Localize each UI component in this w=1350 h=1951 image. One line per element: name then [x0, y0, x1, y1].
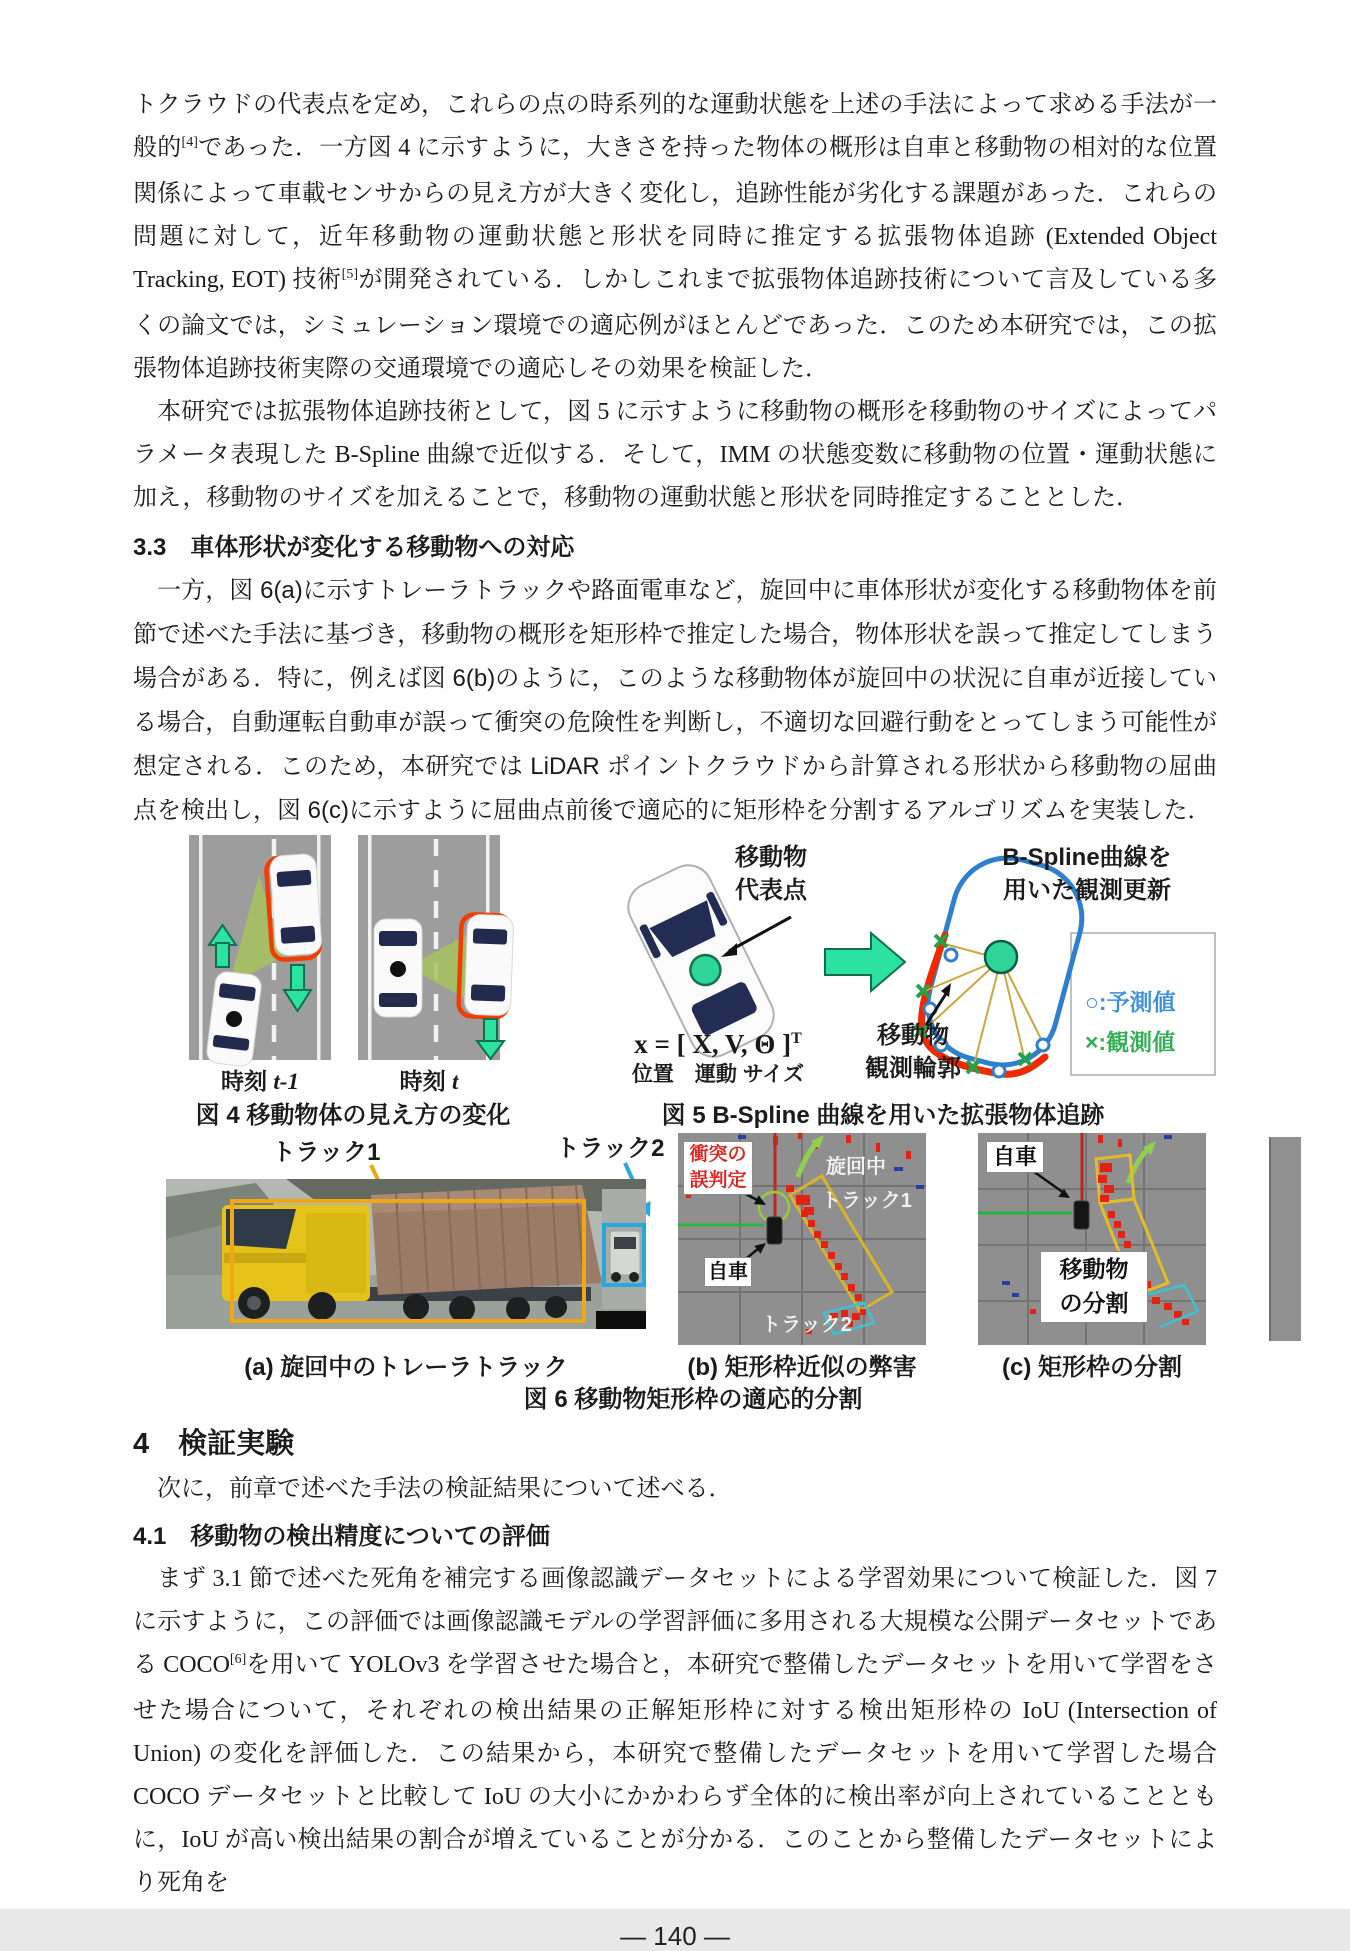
fig6-caption-overall: 図 6 移動物矩形枠の適応的分割 [523, 1386, 863, 1413]
page-content [133, 84, 1217, 1951]
label-line: 代表点 [735, 877, 807, 904]
fig5-legend-observed: ×:観測値 [1085, 1029, 1176, 1055]
trailer-truck-photo [166, 1179, 646, 1329]
time-label-text: 時刻 [221, 1068, 274, 1094]
paragraph-evaluation-text: を用いて YOLOv3 を学習させた場合と，本研究で整備したデータセットを用いて学習をさせた場合について，それぞれの検出結果の正解矩形枠に対する検出矩形枠の IoU (Intersection of Union) の変化を評価した．この結果から，本研究で整備したデータセットを用いて学習した場合 COCO データセットと比較して IoU の大小にかかわらず全体的に検出率が向上されていることともに，IoU が高い検出結果の割合が増えていることが分かる．このことから整備したデータセットにより死角を [133, 1652, 1217, 1896]
page-number: — 140 — [620, 1921, 730, 1951]
label-line: B-Spline曲線を [1002, 844, 1172, 871]
fig6-caption-c: (c) 矩形枠の分割 [1002, 1354, 1182, 1381]
paragraph-intro-text: であった．一方図 4 に示すように，大きさを持った物体の概形は自車と移動物の相対的な位置関係によって車載センサからの見え方が大きく変化し，追跡性能が劣化する課題があった．これらの問題に対して，近年移動物の運動状態と形状を同時に推定する拡張物体追跡 (Extended Object Tracking, EOT) 技術 [133, 135, 1217, 293]
formula-superscript: T [791, 1030, 802, 1047]
fig6c-split-box [1040, 1251, 1148, 1323]
label-line: 誤判定 [689, 1170, 747, 1191]
time-label-variable: t-1 [273, 1069, 299, 1094]
fig6b-turning-label: 旋回中 [826, 1156, 886, 1178]
time-label-variable: t [452, 1069, 459, 1094]
fig6b-truck2-label: トラック2 [761, 1314, 852, 1336]
road-scene-illustration [189, 835, 331, 1060]
figure-row-4-5 [133, 833, 1217, 1133]
fig5-rep-point-label [711, 841, 831, 907]
paragraph-evaluation [133, 1558, 1217, 1905]
fig5-formula-sub-label: 位置 運動 サイズ [631, 1063, 805, 1086]
section-heading-3-3: 3.3 車体形状が変化する移動物への対応 [133, 534, 575, 561]
citation-5: [5] [341, 267, 358, 282]
paragraph-next: 次に，前章で述べた手法の検証結果について述べる． [133, 1475, 733, 1502]
fig6-truck2-label: トラック2 [555, 1135, 665, 1162]
paragraph-intro [133, 84, 1217, 391]
fig6c-ego-box: 自車 [986, 1141, 1044, 1173]
label-line: の分割 [1059, 1290, 1129, 1316]
fig5-state-formula [583, 1029, 853, 1064]
fig6b-misjudge-box [683, 1141, 753, 1195]
fig6-cropped-image-sliver [1269, 1137, 1301, 1341]
fig6-truck1-label: トラック1 [271, 1139, 381, 1166]
fig6b-truck1-label: トラック1 [821, 1190, 912, 1212]
fig5-diagram [553, 833, 1217, 1093]
fig4-caption: 図 4 移動物体の見え方の変化 [195, 1102, 511, 1129]
time-label-text: 時刻 [399, 1068, 452, 1094]
fig4-time-label-now [358, 1067, 500, 1096]
fig6-photo-trailer-truck [166, 1179, 646, 1329]
fig6b-ego-box: 自車 [704, 1257, 752, 1287]
paragraph-intro-text: が開発されている．しかしこれまで拡張物体追跡技術について言及している多くの論文では，シミュレーション環境での適応例がほとんどであった．このため本研究では，この拡張物体追跡技術実際の交通環境での適応しその効果を検証した． [133, 267, 1217, 382]
fig6-panel-b [678, 1133, 926, 1345]
fig4-road-panel-t1 [189, 835, 331, 1060]
paragraph-shape-change: 一方，図 6(a)に示すトレーラトラックや路面電車など，旋回中に車体形状が変化する移動物体を前節で述べた手法に基づき，移動物の概形を矩形枠で推定した場合，物体形状を誤って推定してしまう場合がある．特に，例えば図 6(b)のように，このような移動物体が旋回中の状況に自車が近接している場合，自動運転自動車が誤って衝突の危険性を判断し，不適切な回避行動をとってしまう可能性が想定される．このため，本研究では LiDAR ポイントクラウドから計算される形状から移動物の屈曲点を検出し，図 6(c)に示すように屈曲点前後で適応的に矩形枠を分割するアルゴリズムを実装した． [133, 577, 1217, 824]
paragraph-intro-text: トクラウドの代表点を定め，これらの点の時系列的な運動状態を上述の手法によって求める手法が一般的 [133, 92, 1217, 161]
citation-6: [6] [229, 1652, 247, 1667]
label-line: 観測輪郭 [865, 1055, 961, 1082]
paragraph-evaluation-text: まず 3.1 節で述べた死角を補完する画像認識データセットによる学習効果について検証した．図 7 に示すように，この評価では画像認識モデルの学習評価に多用される大規模な公開データセットである COCO [133, 1566, 1217, 1678]
label-line: 用いた観測更新 [1003, 877, 1171, 904]
fig5-contour-label [853, 1019, 973, 1085]
fig5-update-label [977, 841, 1197, 907]
fig4-road-panel-t [358, 835, 500, 1060]
citation-4: [4] [181, 135, 198, 150]
label-line: 移動物 [1059, 1256, 1129, 1282]
section-heading-4: 4 検証実験 [133, 1428, 295, 1460]
fig6-caption-a: (a) 旋回中のトレーラトラック [244, 1354, 568, 1381]
fig6-panel-c [978, 1133, 1206, 1345]
fig4-time-label-prev [189, 1067, 331, 1096]
fig5-caption: 図 5 B-Spline 曲線を用いた拡張物体追跡 [661, 1102, 1105, 1129]
formula-main: x = [ X, V, Θ ] [634, 1029, 792, 1059]
label-line: 移動物 [877, 1022, 949, 1049]
fig6-caption-b: (b) 矩形枠近似の弊害 [687, 1354, 917, 1381]
fig5-legend-predicted: ○:予測値 [1085, 989, 1176, 1015]
figure-row-6 [133, 1133, 1217, 1413]
road-scene-illustration [358, 835, 500, 1060]
label-line: 移動物 [735, 844, 807, 871]
paragraph-bspline: 本研究では拡張物体追跡技術として，図 5 に示すように移動物の概形を移動物のサイズによってパラメータ表現した B-Spline 曲線で近似する．そして，IMM の状態変数に移動物の位置・運動状態に加え，移動物のサイズを加えることで，移動物の運動状態と形状を同時推定することとした． [133, 399, 1217, 511]
section-heading-4-1: 4.1 移動物の検出精度についての評価 [133, 1523, 550, 1550]
label-line: 衝突の [689, 1144, 747, 1165]
